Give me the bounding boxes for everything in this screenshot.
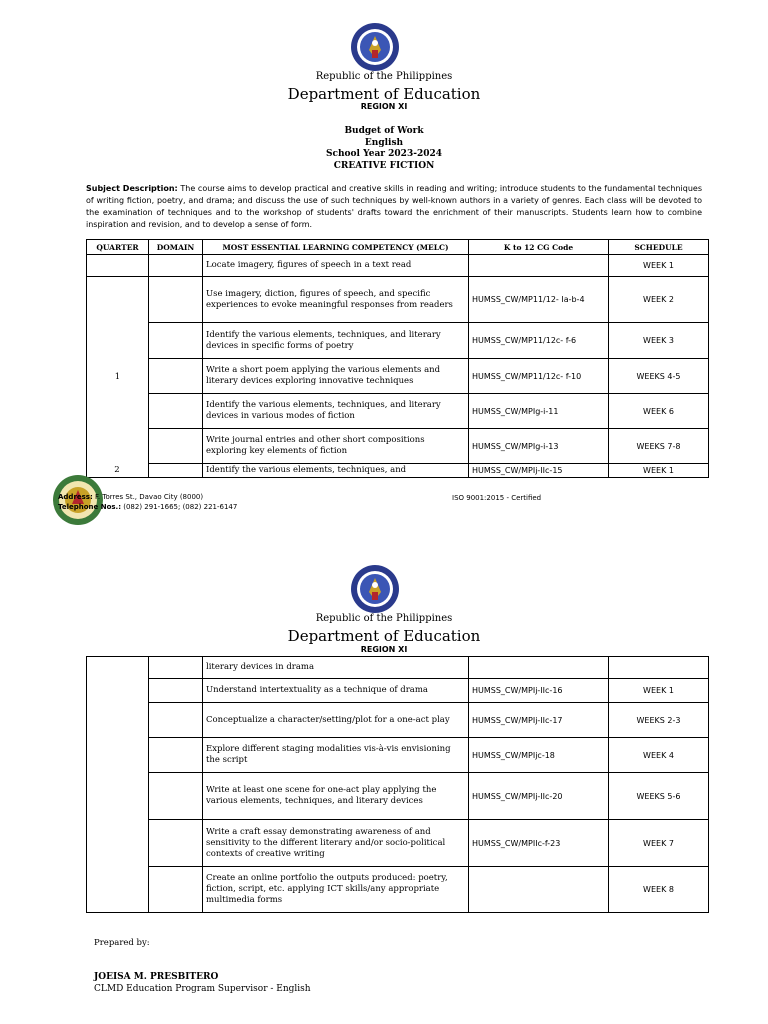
table-row: [87, 255, 709, 277]
code-cell: HUMSS_CW/MPIg-i-13: [469, 429, 609, 464]
subject-description: [86, 183, 702, 231]
page-gap: [0, 540, 768, 560]
domain-cell: [149, 679, 203, 703]
domain-cell: [149, 359, 203, 394]
title-block: [0, 126, 768, 172]
title-line-1: Budget of Work: [344, 126, 424, 136]
melc-cell: Explore different staging modalities vis-à-vis envisioning the script: [203, 738, 469, 773]
iso-certified-label: ISO 9001:2015 - Certified: [452, 494, 542, 502]
telephone-label: Telephone Nos.:: [58, 503, 122, 511]
code-cell: HUMSS_CW/MPIj-IIc-17: [469, 703, 609, 738]
melc-cell: Locate imagery, figures of speech in a text read: [203, 255, 469, 277]
melc-cell: Write a craft essay demonstrating awareness of and sensitivity to the different literary and/or socio-political contexts of creative writing: [203, 820, 469, 867]
header-quarter: QUARTER: [87, 240, 149, 255]
code-cell: HUMSS_CW/MP11/12- Ia-b-4: [469, 277, 609, 323]
code-cell: HUMSS_CW/MP11/12c- f-6: [469, 323, 609, 359]
prepared-by-label: Prepared by:: [94, 938, 150, 948]
schedule-cell: WEEK 8: [609, 867, 709, 913]
domain-cell: [149, 703, 203, 738]
schedule-cell: WEEKS 7-8: [609, 429, 709, 464]
table-row: [87, 703, 709, 738]
domain-cell: [149, 867, 203, 913]
republic-label: Republic of the Philippines: [315, 71, 453, 82]
address-label: Address:: [58, 493, 93, 501]
republic-label: Republic of the Philippines: [315, 613, 453, 624]
schedule-cell: WEEK 1: [609, 679, 709, 703]
table-row: [87, 323, 709, 359]
melc-cell: Use imagery, diction, figures of speech, and specific experiences to evoke meaningful responses from readers: [203, 277, 469, 323]
table-row: [87, 773, 709, 820]
budget-table-page-2: [86, 656, 709, 913]
address-block: [58, 492, 237, 512]
department-title: Department of Education: [287, 627, 481, 645]
code-cell: [469, 255, 609, 277]
table-row: [87, 394, 709, 429]
header-domain: DOMAIN: [149, 240, 203, 255]
melc-cell: Write at least one scene for one-act play applying the various elements, techniques, and literary devices: [203, 773, 469, 820]
code-cell: HUMSS_CW/MPIjc-18: [469, 738, 609, 773]
table-row: [87, 429, 709, 464]
melc-cell: literary devices in drama: [203, 657, 469, 679]
telephone-line: [58, 502, 237, 512]
signatory-title: CLMD Education Program Supervisor - English: [94, 984, 311, 994]
header-cg-code: K to 12 CG Code: [469, 240, 609, 255]
melc-cell: Identify the various elements, techniques, and literary devices in specific forms of poetry: [203, 323, 469, 359]
melc-cell: Create an online portfolio the outputs produced: poetry, fiction, script, etc. applying ICT skills/any appropriate multimedia forms: [203, 867, 469, 913]
table-row: [87, 277, 709, 323]
schedule-cell: [609, 657, 709, 679]
budget-table-page-1: [86, 239, 709, 478]
code-cell: HUMSS_CW/MPIj-IIc-20: [469, 773, 609, 820]
table-row: [87, 657, 709, 679]
schedule-cell: WEEK 3: [609, 323, 709, 359]
schedule-cell: WEEK 4: [609, 738, 709, 773]
schedule-cell: WEEKS 2-3: [609, 703, 709, 738]
telephone-value: (082) 291-1665; (082) 221-6147: [121, 503, 238, 511]
code-cell: HUMSS_CW/MPIj-IIc-15: [469, 464, 609, 478]
code-cell: HUMSS_CW/MPIIc-f-23: [469, 820, 609, 867]
quarter-cell: 1: [87, 277, 149, 478]
code-cell: HUMSS_CW/MPIg-i-11: [469, 394, 609, 429]
schedule-cell: WEEK 6: [609, 394, 709, 429]
melc-cell: Identify the various elements, techniques, and: [203, 464, 469, 478]
domain-cell: [149, 255, 203, 277]
table-header-row: [87, 240, 709, 255]
title-line-4: CREATIVE FICTION: [333, 160, 435, 171]
subject-label: Subject Description:: [86, 184, 178, 193]
subject-text: The course aims to develop practical and creative skills in reading and writing; introduce students to the fundamental techniques of writing fiction, poetry, and drama; and discuss the use of such techniques by well-known authors in a variety of genres. Each class will be devoted to the examination of techniques and to the workshop of students' drafts toward the enrichment of their manuscripts. Students learn how to combine inspiration and revision, and to develop a sense of form.: [86, 184, 702, 229]
domain-cell: [149, 820, 203, 867]
code-cell: [469, 867, 609, 913]
schedule-cell: WEEK 1: [609, 464, 709, 478]
schedule-cell: WEEKS 5-6: [609, 773, 709, 820]
footer: [52, 474, 612, 530]
address-line: [58, 492, 237, 502]
domain-cell: [149, 277, 203, 323]
domain-cell: [149, 738, 203, 773]
table-row: [87, 359, 709, 394]
code-cell: HUMSS_CW/MPIj-IIc-16: [469, 679, 609, 703]
signatory-name: JOEISA M. PRESBITERO: [94, 972, 219, 982]
domain-cell: [149, 394, 203, 429]
table-row: [87, 738, 709, 773]
melc-cell: Write a short poem applying the various elements and literary devices exploring innovative techniques: [203, 359, 469, 394]
title-line-2: English: [364, 137, 404, 148]
domain-cell: [149, 323, 203, 359]
schedule-cell: WEEK 7: [609, 820, 709, 867]
deped-seal-icon: [350, 564, 400, 614]
table-row: [87, 820, 709, 867]
schedule-cell: WEEK 2: [609, 277, 709, 323]
melc-cell: Write journal entries and other short compositions exploring key elements of fiction: [203, 429, 469, 464]
title-line-3: School Year 2023-2024: [326, 149, 442, 159]
domain-cell: [149, 773, 203, 820]
region-label: REGION XI: [360, 645, 408, 654]
melc-cell: Conceptualize a character/setting/plot for a one-act play: [203, 703, 469, 738]
quarter-2-label: 2: [114, 465, 120, 475]
header-schedule: SCHEDULE: [609, 240, 709, 255]
table-row: [87, 867, 709, 913]
table-row: [87, 679, 709, 703]
deped-seal-icon: [350, 22, 400, 72]
domain-cell: [149, 657, 203, 679]
code-cell: HUMSS_CW/MP11/12c- f-10: [469, 359, 609, 394]
department-title: Department of Education: [287, 85, 481, 103]
region-label: REGION XI: [360, 102, 408, 111]
domain-cell: [149, 429, 203, 464]
quarter-cell: [87, 657, 149, 913]
address-value: F. Torres St., Davao City (8000): [92, 493, 204, 501]
header-melc: MOST ESSENTIAL LEARNING COMPETENCY (MELC): [203, 240, 469, 255]
quarter-cell: [87, 255, 149, 277]
schedule-cell: WEEK 1: [609, 255, 709, 277]
code-cell: [469, 657, 609, 679]
melc-cell: Identify the various elements, techniques, and literary devices in various modes of fiction: [203, 394, 469, 429]
melc-cell: Understand intertextuality as a technique of drama: [203, 679, 469, 703]
schedule-cell: WEEKS 4-5: [609, 359, 709, 394]
